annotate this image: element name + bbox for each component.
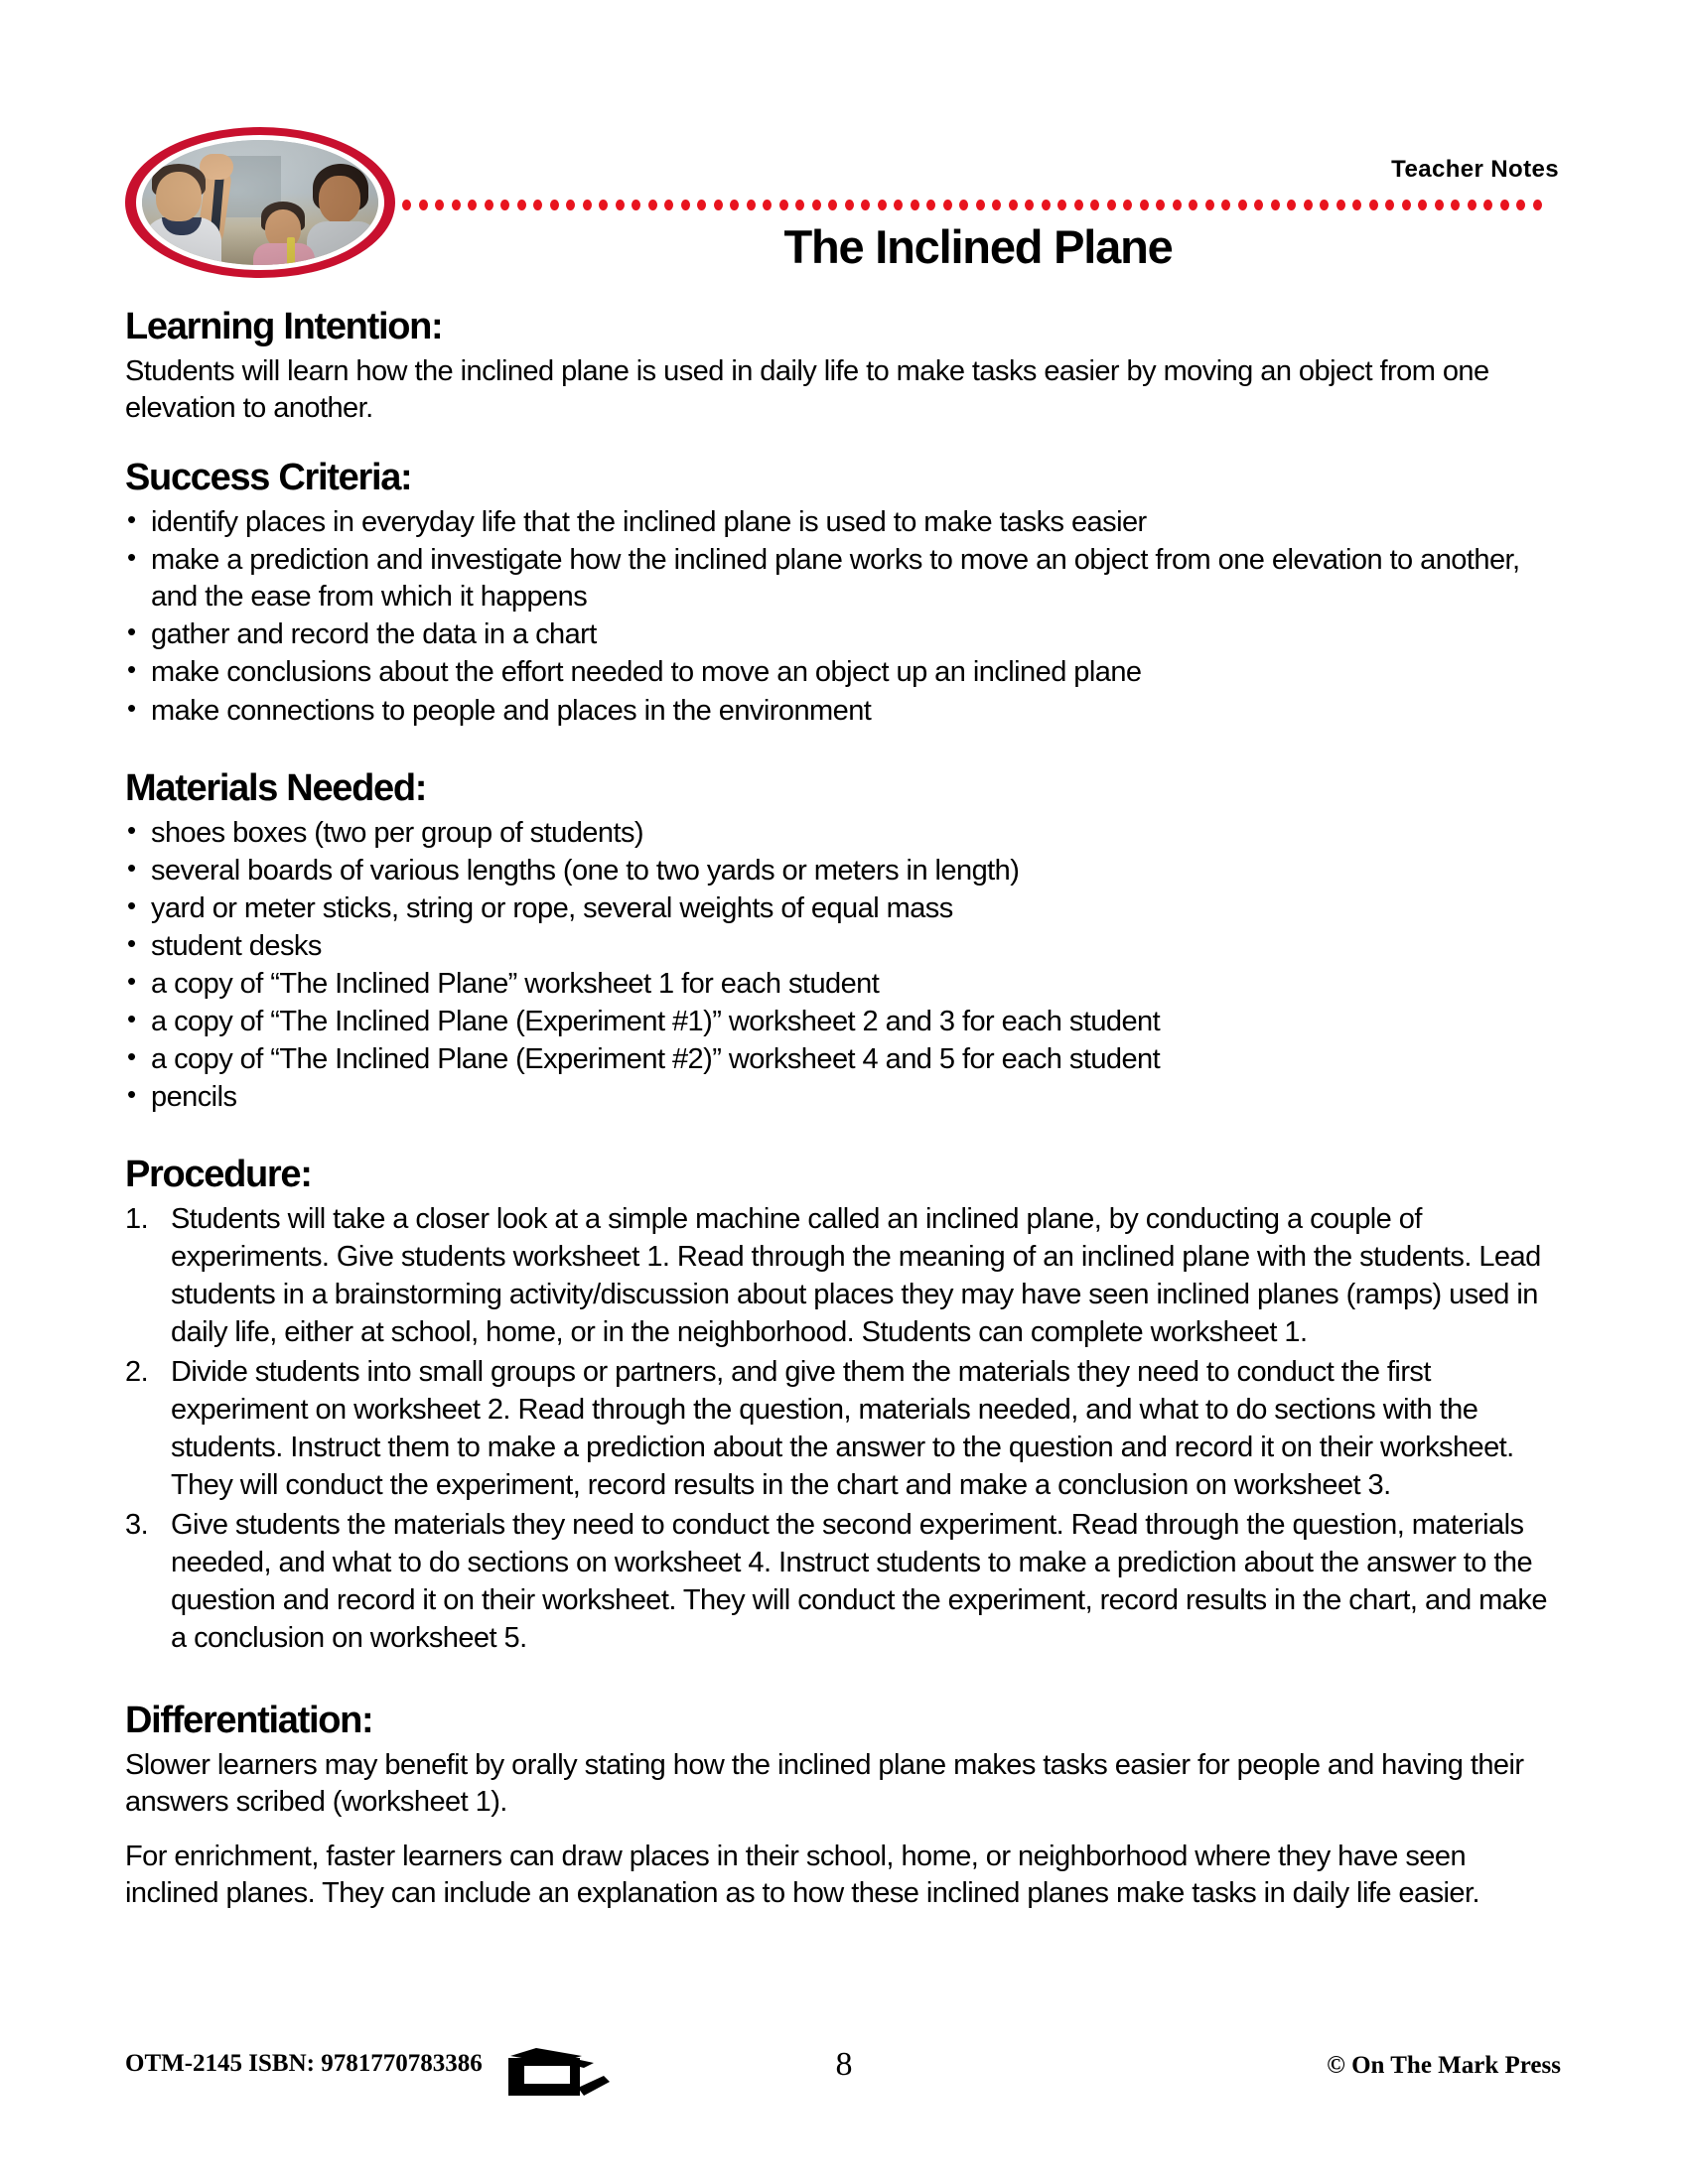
divider-dot <box>1483 200 1492 210</box>
materials-item: • shoes boxes (two per group of students) <box>125 815 1563 852</box>
success-criteria-item: • identify places in everyday life that the inclined plane is used to make tasks easier <box>125 504 1563 541</box>
divider-dot <box>1025 200 1034 210</box>
divider-dot <box>1156 200 1165 210</box>
divider-dot <box>911 200 919 210</box>
divider-dot <box>468 200 477 210</box>
divider-dot <box>500 200 509 210</box>
heading-differentiation: Differentiation: <box>125 1700 373 1742</box>
divider-dot <box>1107 200 1116 210</box>
divider-dot <box>452 200 461 210</box>
materials-needed-list <box>125 815 1563 1117</box>
divider-dot <box>1336 200 1345 210</box>
classroom-photo <box>142 140 378 265</box>
procedure-step: Students will take a closer look at a simple machine called an inclined plane, by conducting a couple of experiments. Give students worksheet 1. Read through the meaning of an inclined plane with the students. Lead students in a brainstorming activity/discussion about places they may have seen inclined planes (ramps) used in daily life, either at school, home, or in the neighborhood. Students can complete worksheet 1. <box>171 1203 1541 1349</box>
header-dotted-divider <box>402 200 1552 211</box>
materials-item: • student desks <box>125 928 1563 965</box>
divider-dot <box>632 200 640 210</box>
success-criteria-item: • make connections to people and places in the environment <box>125 693 1563 730</box>
divider-dot <box>1189 200 1197 210</box>
heading-learning-intention: Learning Intention: <box>125 306 443 347</box>
success-criteria-item: • make a prediction and investigate how the inclined plane works to move an object from one elevation to another, and the ease from which it happens <box>125 542 1563 615</box>
divider-dot <box>1352 200 1361 210</box>
header-photo-badge <box>125 127 395 278</box>
heading-procedure: Procedure: <box>125 1154 312 1196</box>
divider-dot <box>566 200 575 210</box>
success-criteria-item: • gather and record the data in a chart <box>125 616 1563 653</box>
divider-dot <box>926 200 935 210</box>
divider-dot <box>1173 200 1182 210</box>
divider-dot <box>1009 200 1018 210</box>
divider-dot <box>1140 200 1149 210</box>
procedure-step: Give students the materials they need to conduct the second experiment. Read through the question, materials needed, and what to do sections on worksheet 4. Instruct students to make a prediction about the answer to the question and record it on their worksheet. They will conduct the experiment, record results in the chart, and make a conclusion on worksheet 5. <box>171 1509 1547 1655</box>
divider-dot <box>828 200 837 210</box>
differentiation-paragraph-2: For enrichment, faster learners can draw places in their school, home, or neighborhood where they have seen inclined planes. They can include an explanation as to how these inclined planes make tasks in daily life easier. <box>125 1841 1480 1910</box>
divider-dot <box>1516 200 1525 210</box>
divider-dot <box>1418 200 1427 210</box>
divider-dot <box>1254 200 1263 210</box>
divider-dot <box>1402 200 1411 210</box>
divider-dot <box>1500 200 1509 210</box>
page-title: The Inclined Plane <box>783 220 1173 273</box>
footer-catalog-isbn: OTM-2145 ISBN: 9781770783386 <box>125 2050 483 2077</box>
materials-item: • pencils <box>125 1079 1563 1116</box>
page-number: 8 <box>835 2046 853 2083</box>
divider-dot <box>812 200 821 210</box>
divider-dot <box>1385 200 1394 210</box>
teacher-notes-label: Teacher Notes <box>1391 156 1559 183</box>
divider-dot <box>1057 200 1066 210</box>
divider-dot <box>517 200 526 210</box>
divider-dot <box>583 200 592 210</box>
divider-dot <box>730 200 739 210</box>
divider-dot <box>1205 200 1214 210</box>
divider-dot <box>616 200 625 210</box>
divider-dot <box>664 200 673 210</box>
divider-dot <box>1451 200 1460 210</box>
divider-dot <box>697 200 706 210</box>
divider-dot <box>1435 200 1444 210</box>
divider-dot <box>779 200 788 210</box>
divider-dot <box>1271 200 1280 210</box>
divider-dot <box>533 200 542 210</box>
footer-copyright: © On The Mark Press <box>1327 2052 1561 2079</box>
divider-dot <box>599 200 608 210</box>
learning-intention-body: Students will learn how the inclined plane is used in daily life to make tasks easier by moving an object from one elevation to another. <box>125 354 1489 424</box>
divider-dot <box>992 200 1001 210</box>
divider-dot <box>1468 200 1477 210</box>
divider-dot <box>747 200 756 210</box>
divider-dot <box>485 200 493 210</box>
divider-dot <box>435 200 444 210</box>
divider-dot <box>1221 200 1230 210</box>
success-criteria-list <box>125 504 1563 730</box>
materials-item: • yard or meter sticks, string or rope, several weights of equal mass <box>125 890 1563 927</box>
divider-dot <box>845 200 854 210</box>
divider-dot <box>763 200 772 210</box>
materials-item: • a copy of “The Inclined Plane” worksheet 1 for each student <box>125 966 1563 1003</box>
divider-dot <box>1287 200 1296 210</box>
materials-item: • several boards of various lengths (one to two yards or meters in length) <box>125 853 1563 889</box>
divider-dot <box>943 200 952 210</box>
materials-item: • a copy of “The Inclined Plane (Experiment #1)” worksheet 2 and 3 for each student <box>125 1004 1563 1040</box>
divider-dot <box>714 200 723 210</box>
divider-dot <box>878 200 887 210</box>
divider-dot <box>1042 200 1051 210</box>
divider-dot <box>1320 200 1329 210</box>
heading-success-criteria: Success Criteria: <box>125 457 412 499</box>
divider-dot <box>419 200 428 210</box>
differentiation-paragraph-1: Slower learners may benefit by orally stating how the inclined plane makes tasks easier for people and having their answers scribed (worksheet 1). <box>125 1749 1524 1819</box>
page-content <box>125 308 1563 1930</box>
materials-item: • a copy of “The Inclined Plane (Experiment #2)” worksheet 4 and 5 for each student <box>125 1041 1563 1078</box>
divider-dot <box>1074 200 1083 210</box>
divider-dot <box>795 200 804 210</box>
photo-vignette <box>142 140 378 265</box>
divider-dot <box>1123 200 1132 210</box>
divider-dot <box>1304 200 1313 210</box>
divider-dot <box>681 200 690 210</box>
procedure-steps-list <box>125 1201 1563 1658</box>
divider-dot <box>402 200 411 210</box>
divider-dot <box>1533 200 1542 210</box>
page-footer <box>0 2040 1688 2110</box>
procedure-step: Divide students into small groups or partners, and give them the materials they need to conduct the first experiment on worksheet 2. Read through the question, materials needed, and what to do sections with the students. Instruct them to make a prediction about the answer to the question and record it on their worksheet. They will conduct the experiment, record results in the chart and make a conclusion on worksheet 3. <box>171 1356 1514 1502</box>
heading-materials-needed: Materials Needed: <box>125 766 427 809</box>
divider-dot <box>976 200 985 210</box>
divider-dot <box>1369 200 1378 210</box>
divider-dot <box>550 200 559 210</box>
divider-dot <box>1090 200 1099 210</box>
success-criteria-item: • make conclusions about the effort needed to move an object up an inclined plane <box>125 654 1563 691</box>
divider-dot <box>894 200 903 210</box>
divider-dot <box>959 200 968 210</box>
divider-dot <box>648 200 657 210</box>
page-header <box>0 0 1688 298</box>
divider-dot <box>1238 200 1247 210</box>
divider-dot <box>861 200 870 210</box>
